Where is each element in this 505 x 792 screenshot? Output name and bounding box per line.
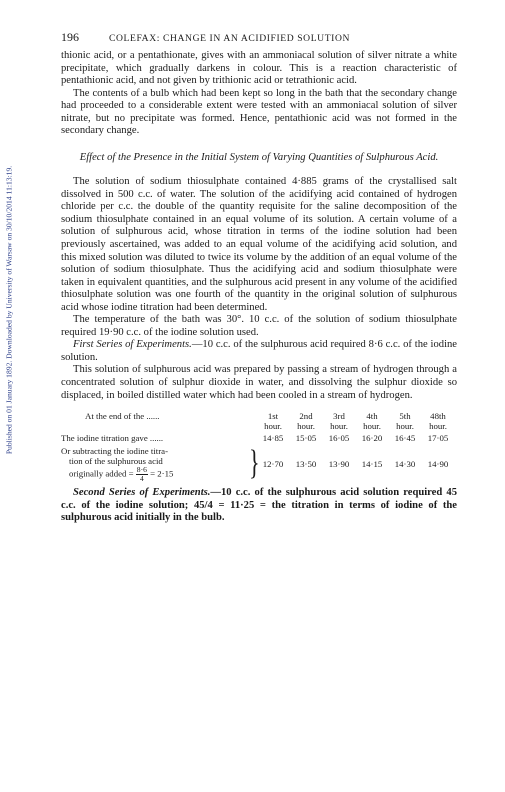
provenance-text: Published on 01 January 1892. Downloaded by University of Warsaw on 30/10/2014 11:13:19. [4, 165, 14, 455]
row-label-subtract-1: Or subtracting the iodine titra- [61, 446, 168, 457]
brace-symbol: } [249, 441, 260, 482]
second-series-text: —10 c.c. of the sulphurous acid solution required 45 c.c. of the iodine solution; 45/4 = 11·25 = the titration in terms of iodine of the sulphurous acid initially in the bulb. [61, 487, 457, 524]
hour-header: 5th [399, 411, 411, 422]
fraction-denominator: 4 [139, 474, 144, 484]
table-cell: 16·20 [361, 433, 383, 444]
hour-unit: hour. [264, 421, 282, 432]
row-label-subtract-3 [69, 466, 173, 483]
originally-added-result: = 2·15 [150, 468, 174, 479]
originally-added-text: originally added = [69, 468, 134, 479]
paragraph-4: The temperature of the bath was 30°. 10 c.c. of the solution of sodium thiosulphate required 19·90 c.c. of the iodine solution used. [61, 314, 457, 338]
second-series-heading: Second Series of Experiments. [73, 487, 211, 499]
section-title: Effect of the Presence in the Initial System of Varying Quantities of Sulphurous Acid. [79, 151, 439, 163]
provenance-sidebar [2, 30, 16, 590]
hour-header: 2nd [299, 411, 313, 422]
page-content [61, 30, 457, 525]
paragraph-5 [61, 339, 457, 364]
table-cell: 14·30 [394, 459, 416, 470]
first-series-text: —10 c.c. of the sulphurous acid required 8·6 c.c. of the iodine solution. [61, 339, 458, 363]
paragraph-2: The contents of a bulb which had been kept so long in the bath that the secondary change had proceeded to a considerable extent were tested with an ammoniacal solution of silver nitrate, but no precipitate was formed. Hence, pentathionic acid was not formed in the secondary change. [61, 87, 457, 137]
fraction-numerator: 8·6 [136, 465, 147, 475]
row-label-iodine: The iodine titration gave ...... [61, 433, 164, 444]
row-label-end-of: At the end of the ...... [85, 411, 160, 422]
hour-unit: hour. [396, 421, 414, 432]
hour-header: 1st [267, 411, 279, 422]
running-title: COLEFAX: CHANGE IN AN ACIDIFIED SOLUTION [109, 33, 351, 44]
hour-header: 48th [430, 411, 446, 422]
hour-unit: hour. [330, 421, 348, 432]
paragraph-3: The solution of sodium thiosulphate contained 4·885 grams of the crystallised salt dissolved in 500 c.c. of water. The solution of the acidifying acid contained of hydrogen chloride per c.c. the double of the quantity requisite for the saline decomposition of the sodium thiosulphate contained in an equal volume of its solution. A certain volume of a solution of sulphurous acid, whose titration in terms of the iodine solution had been previously ascertained, was added to an equal volume of the acidifying acid solution, and this mixed solution was diluted to twice its volume by the addition of an equal volume of the solution of sodium thiosulphate. Thus the acidifying acid and sodium thiosulphate were taken in equivalent quantities, and the sulphurous acid present in any volume of the acidified thiosulphate solution was one fourth of the quantity in the original solution of sulphurous acid whose iodine titration had been determined. [61, 176, 457, 313]
hour-unit: hour. [297, 421, 315, 432]
table-cell: 14·85 [262, 433, 284, 444]
table-cell: 15·05 [295, 433, 317, 444]
table-cell: 16·45 [394, 433, 416, 444]
hour-header: 4th [366, 411, 378, 422]
fraction [136, 466, 148, 483]
paragraph-7 [61, 487, 457, 525]
table-cell: 14·15 [361, 459, 383, 470]
table-cell: 13·50 [295, 459, 317, 470]
table-cell: 17·05 [427, 433, 449, 444]
table-cell: 12·70 [262, 459, 284, 470]
hour-unit: hour. [363, 421, 381, 432]
table-cell: 14·90 [427, 459, 449, 470]
row-label-subtract-2: tion of the sulphurous acid [69, 456, 163, 467]
page-header [61, 30, 457, 50]
paragraph-6: This solution of sulphurous acid was prepared by passing a stream of hydrogen through a concentrated solution of sulphur dioxide in water, and dissolving the sulphur dioxide so displaced, in boiled distilled water which had been cooled in a stream of hydrogen. [61, 364, 457, 401]
hour-unit: hour. [429, 421, 447, 432]
table-cell: 13·90 [328, 459, 350, 470]
first-series-heading: First Series of Experiments. [73, 339, 192, 351]
table-cell: 16·05 [328, 433, 350, 444]
page-number: 196 [61, 30, 79, 44]
paragraph-1: thionic acid, or a pentathionate, gives with an ammoniacal solution of silver nitrate a white precipitate, which gradually darkens in colour. This is a reaction characteristic of pentathionic acid, and not given by trithionic acid or tetrathionic acid. [61, 50, 457, 87]
titration-table [61, 409, 457, 487]
hour-header: 3rd [333, 411, 345, 422]
